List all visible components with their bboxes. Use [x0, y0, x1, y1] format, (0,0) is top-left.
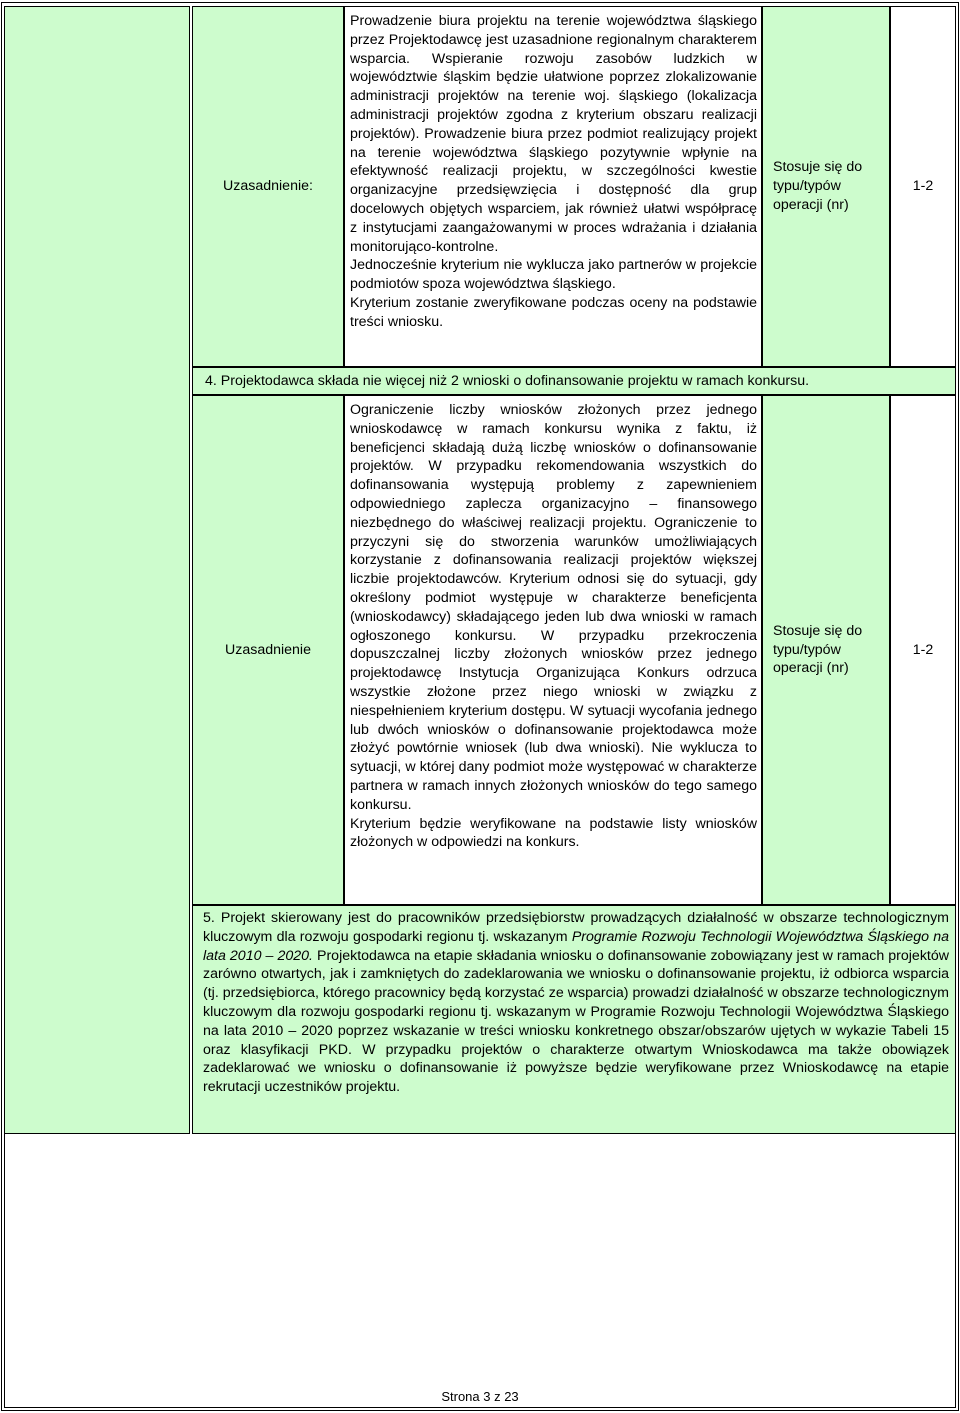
- section2-label-cell: [192, 395, 344, 905]
- section2-range-cell: [890, 395, 956, 905]
- criterion5-part1: 5. Projekt skierowany jest do pracowników przedsiębiorstw prowadzących działalność w obszarze technologicznym kluczowym dla rozwoju gospodarki regionu tj. wskazanym: [203, 910, 949, 945]
- section2-applies-cell: [762, 395, 890, 905]
- section1-label-cell: [192, 6, 344, 367]
- bottom-frame: [4, 1134, 956, 1408]
- section2-label: Uzasadnienie: [225, 641, 311, 658]
- section1-range-cell: [890, 6, 956, 367]
- page-number-text: Strona 3 z 23: [441, 1389, 519, 1404]
- left-margin-column: [4, 6, 190, 1134]
- section2-applies: Stosuje się do typu/typów operacji (nr): [773, 622, 863, 677]
- section2-text: Ograniczenie liczby wniosków złożonych przez jednego wnioskodawcę w ramach konkursu wynika z faktu, iż beneficjenci składają dużą liczbę wniosków o dofinansowanie projektów. W przypadku rekomendowania wszystkich do dofinansowania występują problemy z zapewnieniem odpowiedniego zaplecza organizacyjno – finansowego niezbędnego do właściwej realizacji projektu. Ograniczenie to przyczyni się do stworzenia warunków umożliwiających korzystanie z dofinansowania realizacji projektów większej liczbie projektodawców. Kryterium odnosi się do sytuacji, gdy określony podmiot występuje w charakterze beneficjenta (wnioskodawcy) składającego jeden lub dwa wnioski w ramach ogłoszonego konkursu. W przypadku przekroczenia dopuszczalnej liczby złożonych wniosków przez jednego projektodawcę Instytucja Organizująca Konkurs odrzuca wszystkie złożone przez niego wnioski w związku z niespełnieniem kryterium dostępu. W sytuacji wycofania jednego lub dwóch wniosków o dofinansowanie projektodawca może złożyć powtórnie wniosek (lub dwa wnioski). Nie wyklucza to sytuacji, w której dany podmiot może występować w charakterze partnera w ramach innych złożonych wniosków do tego samego konkursu.: [350, 402, 757, 813]
- section1-range: 1-2: [912, 178, 934, 195]
- criterion4-title: 4. Projektodawca składa nie więcej niż 2 wnioski o dofinansowanie projektu w ramach konkursu.: [205, 373, 810, 389]
- section2-text-cell: [344, 395, 762, 905]
- section1-applies: Stosuje się do typu/typów operacji (nr): [773, 159, 863, 213]
- criterion5-part2: Projektodawca na etapie składania wniosku o dofinansowanie zobowiązany jest w ramach projektów zarówno otwartych, jak i zamkniętych do zadeklarowania we wniosku o dofinansowanie projektu, iż odbiorca wsparcia (tj. przedsiębiorca, którego pracownicy będą korzystać ze wsparcia) prowadzi działalność w obszarze technologicznym kluczowym dla rozwoju gospodarki regionu tj. wskazanym w Programie Rozwoju Technologii Województwa Śląskiego na lata 2010 – 2020 poprzez wskazanie w treści wniosku konkretnego obszar/obszarów ujętych w wykazie Tabeli 15 oraz klasyfikacji PKD. W przypadku projektów o charakterze otwartym Wnioskodawca ma także obowiązek zadeklarować we wniosku o dofinansowanie iż powyższe będzie weryfikowane przez Wnioskodawcę na etapie rekrutacji uczestników projektu.: [203, 947, 949, 1096]
- page-number: [0, 1388, 960, 1407]
- criterion4-row: [192, 367, 956, 395]
- section1-text3: Kryterium zostanie zweryfikowane podczas oceny na podstawie treści wniosku.: [350, 294, 757, 330]
- criterion5-row: [192, 905, 956, 1134]
- section1-text2: Jednocześnie kryterium nie wyklucza jako partnerów w projekcie podmiotów spoza województwa śląskiego.: [350, 257, 757, 293]
- criterion5-program-name: Programie Rozwoju Technologii Województwa Śląskiego na lata 2010 – 2020.: [203, 928, 949, 964]
- section1-text: Prowadzenie biura projektu na terenie województwa śląskiego przez Projektodawcę jest uzasadnione regionalnym charakterem wsparcia. Wspieranie rozwoju zasobów ludzkich w województwie śląskim będzie ułatwione poprzez zlokalizowanie administracji projektów na terenie woj. śląskiego (lokalizacja administracji projektów zgodna z kryterium obszaru realizacji projektów). Prowadzenie biura przez podmiot realizujący projekt na terenie województwa śląskiego pozytywnie wpłynie na efektywność realizacji projektu, w szczególności kwestie organizacyjne przedsięwzięcia i dostępność dla grup docelowych objętych wsparciem, jak również ułatwi współpracę z instytucjami zaangażowanymi w proces wdrażania i działania monitorująco-kontrolne.: [350, 13, 757, 255]
- section1-applies-cell: [762, 6, 890, 367]
- section2-text2: Kryterium będzie weryfikowane na podstawie listy wniosków złożonych w odpowiedzi na konkurs.: [350, 815, 757, 851]
- section2-range: 1-2: [912, 641, 934, 658]
- section1-label: Uzasadnienie:: [223, 178, 313, 195]
- section1-text-cell: [344, 6, 762, 367]
